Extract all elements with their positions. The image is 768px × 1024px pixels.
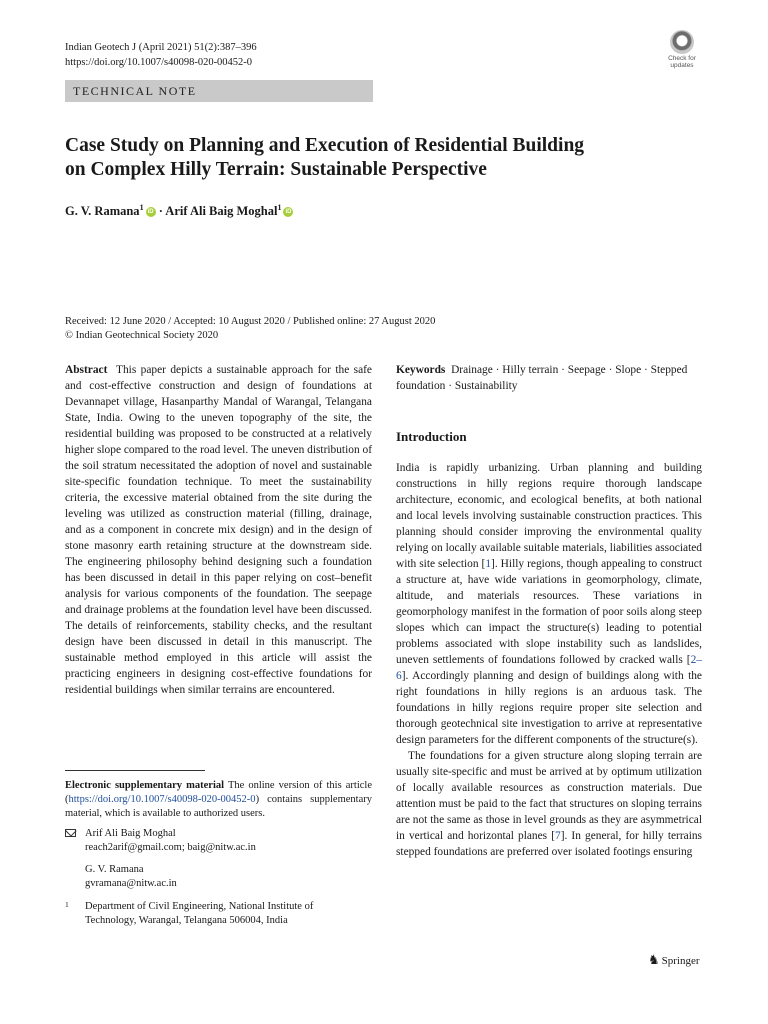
- author-list: [65, 203, 293, 219]
- coauthor-email[interactable]: gvramana@nitw.ac.in: [85, 878, 177, 889]
- article-type: TECHNICAL NOTE: [73, 84, 197, 98]
- intro-text: ]. Hilly regions, though appealing to construct a structure at, have wide variations in geomorphology, climate, altitude, and materials resources. These variations in geomorphology manifest in the formation of poor soils along steep slopes which can impact the structure(s) leading to potential problems associated with slope instability such as landslides, uneven settlements of foundations followed by cracked walls [: [396, 558, 702, 666]
- intro-paragraph-1: [396, 460, 702, 748]
- orcid-icon[interactable]: iD: [147, 209, 154, 216]
- author-1-affiliation: 1: [139, 203, 144, 212]
- publication-dates: [65, 315, 435, 343]
- citation-link[interactable]: 1: [485, 558, 492, 570]
- author-1[interactable]: G. V. Ramana: [65, 204, 140, 219]
- intro-paragraph-2: [396, 748, 702, 860]
- corresponding-author-email[interactable]: reach2arif@gmail.com; baig@nitw.ac.in: [85, 842, 256, 853]
- intro-text: ]. In general, for hilly terrains stepped foundations are preferred over isolated footings ensuring: [396, 830, 702, 858]
- envelope-icon: [65, 829, 76, 837]
- coauthor-name: G. V. Ramana: [85, 864, 144, 875]
- keywords-text: Drainage · Hilly terrain · Seepage · Slope · Stepped foundation · Sustainability: [396, 364, 688, 392]
- affiliation-line-2: Technology, Warangal, Telangana 506004, India: [85, 915, 288, 926]
- author-2[interactable]: Arif Ali Baig Moghal: [165, 204, 278, 219]
- crossmark-label-1: Check for: [668, 55, 696, 62]
- affiliation-line-1: Department of Civil Engineering, National Institute of: [85, 901, 314, 912]
- keywords-label: Keywords: [396, 364, 446, 376]
- esm-text: The online version of this article (: [65, 780, 372, 805]
- crossmark-badge[interactable]: [660, 30, 704, 70]
- affiliation-number: 1: [65, 900, 69, 909]
- publisher-name: Springer: [661, 955, 700, 967]
- introduction-body: [396, 460, 702, 860]
- dates-line: Received: 12 June 2020 / Accepted: 10 August 2020 / Published online: 27 August 2020: [65, 316, 436, 327]
- orcid-icon[interactable]: iD: [285, 209, 292, 216]
- paper-title: [65, 134, 705, 182]
- abstract-text: This paper depicts a sustainable approach for the safe and cost-effective construction and design of foundations at Devannapet village, Hasanparthy Mandal of Warangal, Telangana State, India. Owing to the uneven topography of the site, the residential building was proposed to be constructed at a relatively higher slope compared to the road level. The uneven distribution of the soil stratum necessitated the adoption of novel and sustainable site-specific foundation technique. To meet the sustainability criteria, the excessive material obtained from the site during the leveling was utilized as construction material (filling, drainage, and as a component in concrete mix design) and in the design of stone masonry earth retaining structure at the downstream side. The engineering philosophy behind designing such a foundation has been discussed in detail in this paper relying on cost–benefit analysis for various components of the foundation. The seepage and drainage problems at the foundation level have been discussed. The details of reinforcements, stability checks, and the resultant design have been discussed in detail in this manuscript. The sustainable method employed in this article will assist the practicing engineers in designing cost-effective foundations for residential buildings when similar terrains are encountered.: [65, 364, 372, 696]
- affiliation: [65, 900, 372, 928]
- title-line-2: on Complex Hilly Terrain: Sustainable Perspective: [65, 159, 487, 180]
- author-separator: ·: [158, 204, 163, 219]
- esm-link[interactable]: https://doi.org/10.1007/s40098-020-00452-0: [68, 794, 256, 805]
- abstract: [65, 362, 372, 698]
- author-2-affiliation: 1: [277, 203, 282, 212]
- section-heading-introduction: Introduction: [396, 429, 467, 444]
- supplementary-note: [65, 779, 372, 821]
- springer-horse-icon: ♞: [648, 952, 660, 967]
- title-line-1: Case Study on Planning and Execution of Residential Building: [65, 135, 585, 156]
- journal-header: [65, 40, 257, 70]
- crossmark-icon: [670, 30, 694, 54]
- doi-link[interactable]: https://doi.org/10.1007/s40098-020-00452-0: [65, 57, 253, 68]
- article-type-band: [65, 80, 373, 102]
- intro-text: The foundations for a given structure along sloping terrain are usually site-specific and must be arrived at by optimum utilization of locally available resources as construction materials. Due attention must be paid to the fact that structures on sloping terrains are not the same as those in level grounds as they are asymmetrical in vertical and horizontal planes [: [396, 750, 702, 842]
- crossmark-label-2: updates: [670, 62, 694, 69]
- esm-text: ) contains supplementary material, which is available to authorized users.: [65, 794, 372, 819]
- esm-label: Electronic supplementary material: [65, 780, 225, 791]
- journal-citation: Indian Geotech J (April 2021) 51(2):387–396: [65, 42, 257, 53]
- citation-link[interactable]: 7: [555, 830, 561, 842]
- intro-text: India is rapidly urbanizing. Urban planning and building constructions in hilly regions require thorough landscape architecture, economic, and ecological benefits, at both national and local levels involving sustainable construction practices. This planning should consider improving the environmental quality relying on locally available suitable materials, liabilities associated with site selection [: [396, 462, 702, 570]
- copyright-line: © Indian Geotechnical Society 2020: [65, 330, 219, 341]
- intro-text: ]. Accordingly planning and design of buildings along with the right foundations in hilly regions is an arduous task. The foundations in hilly regions require proper site selection and thorough geotechnical site investigation to arrive at representative design parameters for the different components of the structure(s).: [396, 670, 702, 746]
- corresponding-author-name: Arif Ali Baig Moghal: [85, 828, 176, 839]
- abstract-label: Abstract: [65, 364, 108, 376]
- footnote-divider: [65, 770, 205, 771]
- citation-link[interactable]: 2–6: [396, 654, 702, 682]
- publisher-logo: [648, 952, 700, 968]
- keywords: [396, 362, 702, 394]
